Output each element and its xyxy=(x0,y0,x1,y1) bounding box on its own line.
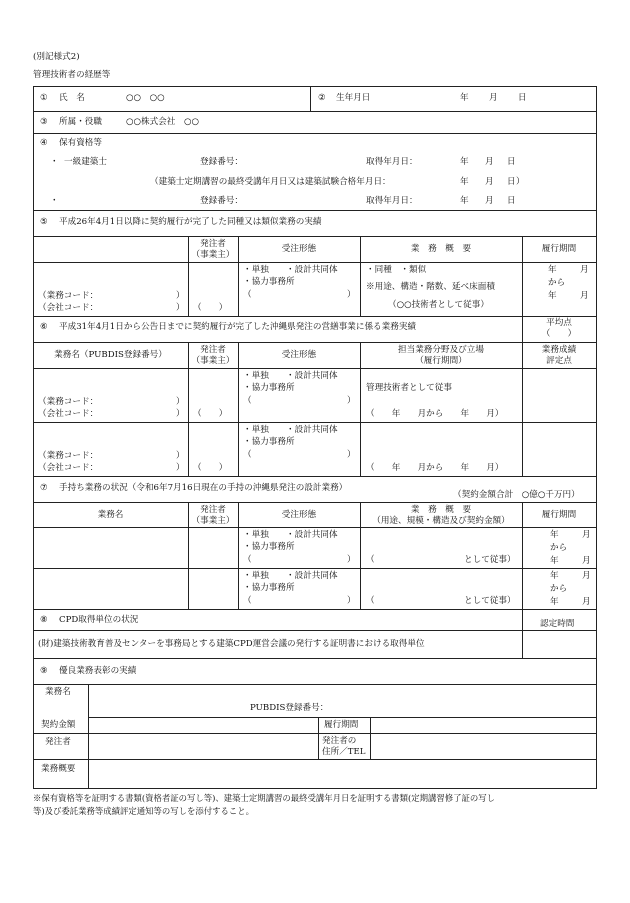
year-label: 年 xyxy=(460,196,469,206)
work-code: （業務コード： xyxy=(38,397,99,407)
form-option: ・単独 ・設計共同体 xyxy=(243,530,338,540)
table-rule-h xyxy=(33,476,597,477)
avg-value: （ ） xyxy=(541,329,577,339)
bullet: ・ xyxy=(50,157,59,167)
footer-note: ※保有資格等を証明する書類(資格者証の写し等)、建築士定期講習の最終受講年月日を証明する書類(定期講習修了証の写し xyxy=(33,793,496,803)
sec6-title: 平成31年4月1日から公告日までに契約履行が完了した沖縄県発注の営繕事業に係る業務実績 xyxy=(59,322,417,332)
table-rule-h xyxy=(33,422,597,423)
paren: ） xyxy=(347,555,356,565)
col-summary: 業 務 概 要 xyxy=(410,505,472,515)
period-text: （ 年 月から 年 月） xyxy=(366,409,504,419)
form-option: ・協力事務所 xyxy=(243,383,295,393)
name-value: ○○ ○○ xyxy=(126,93,165,103)
table-rule-h xyxy=(33,133,597,134)
col-score: 評定点 xyxy=(546,356,572,366)
month-label: 月 xyxy=(582,571,591,581)
year-label: 年 xyxy=(548,291,557,301)
form-option: ・単独 ・設計共同体 xyxy=(243,425,338,435)
col-role: （履行期間） xyxy=(415,356,467,366)
reg-label: 登録番号： xyxy=(200,157,243,167)
table-rule-v xyxy=(310,86,311,111)
quals-title: 保有資格等 xyxy=(59,138,102,148)
month-label: 月 xyxy=(580,265,589,275)
row-num: ⑧ xyxy=(40,615,48,625)
day-label: 日 xyxy=(518,93,527,103)
table-rule-h xyxy=(33,236,597,237)
table-rule-v xyxy=(370,717,371,759)
from-label: から xyxy=(550,543,568,553)
row-num: ② xyxy=(318,93,326,103)
period-text: （ 年 月から 年 月） xyxy=(366,463,504,473)
orderer-paren: （ ） xyxy=(193,409,228,419)
table-rule-v xyxy=(522,609,523,658)
year-label: 年 xyxy=(548,265,557,275)
table-rule-h xyxy=(33,658,597,659)
paren: ） xyxy=(176,451,185,461)
table-rule-v xyxy=(88,684,89,788)
table-rule-h xyxy=(33,759,597,760)
paren: ） xyxy=(347,450,356,460)
pubdis-label: PUBDIS登録番号： xyxy=(250,703,329,713)
row-num: ⑤ xyxy=(40,217,48,227)
table-rule-h xyxy=(33,262,597,263)
paren: ） xyxy=(347,396,356,406)
table-rule-h xyxy=(33,684,597,685)
award-name-label: 業務名 xyxy=(45,687,71,697)
year-label: 年 xyxy=(550,571,559,581)
year-label: 年 xyxy=(460,157,469,167)
paren: ） xyxy=(176,397,185,407)
qual-name: 一級建築士 xyxy=(64,157,107,167)
sec7-title: 手持ち業務の状況（令和6年7月16日現在の手持の沖縄県発注の設計業務） xyxy=(59,483,348,493)
month-label: 月 xyxy=(485,177,494,187)
month-label: 月 xyxy=(582,597,591,607)
summary-line: ※用途、構造・階数、延べ床面積 xyxy=(366,282,495,292)
reg-label: 登録番号： xyxy=(200,196,243,206)
month-label: 月 xyxy=(489,93,498,103)
company-code: （会社コード： xyxy=(38,463,99,473)
col-summary: 業 務 概 要 xyxy=(410,244,472,254)
table-rule-v xyxy=(33,86,34,789)
month-label: 月 xyxy=(582,530,591,540)
form-option: ・協力事務所 xyxy=(243,583,295,593)
form-label: (別記様式2) xyxy=(33,52,80,62)
paren: ） xyxy=(516,177,525,187)
year-label: 年 xyxy=(460,177,469,187)
col-period: 履行期間 xyxy=(541,510,577,520)
sec8-title: CPD取得単位の状況 xyxy=(59,615,139,625)
col-orderer: 発注者 xyxy=(200,239,226,249)
renewal-note: （建築士定期講習の最終受講年月日又は建築試験合格年月日： xyxy=(150,177,391,187)
table-rule-h xyxy=(33,86,597,87)
orderer-label: 発注者 xyxy=(45,737,71,747)
summary-line: ・同種 ・類似 xyxy=(366,265,427,275)
col-role: 担当業務分野及び立場 xyxy=(398,345,484,355)
table-rule-h xyxy=(33,733,597,734)
month-label: 月 xyxy=(485,196,494,206)
col-orderer: （事業主） xyxy=(191,250,235,260)
col-summary: （用途、規模・構造及び契約金額） xyxy=(372,516,510,526)
table-rule-v xyxy=(318,717,319,759)
orderer-paren: （ ） xyxy=(193,303,228,313)
company-code: （会社コード： xyxy=(38,409,99,419)
col-form: 受注形態 xyxy=(281,510,317,520)
year-label: 年 xyxy=(550,597,559,607)
day-label: 日 xyxy=(507,157,516,167)
work-code: （業務コード： xyxy=(38,291,99,301)
period-label: 履行期間 xyxy=(324,720,359,730)
col-name: 業務名 xyxy=(97,510,124,520)
dob-label: 生年月日 xyxy=(336,93,371,103)
col-period: 履行期間 xyxy=(541,244,577,254)
paren: ） xyxy=(176,291,185,301)
paren: ） xyxy=(176,303,185,313)
row-num: ⑨ xyxy=(40,666,48,676)
table-rule-h xyxy=(33,342,597,343)
role-text: 管理技術者として従事 xyxy=(366,383,452,393)
form-option: ・単独 ・設計共同体 xyxy=(243,371,338,381)
footer-note: 等)及び委託業務等成績評定通知等の写しを添付すること。 xyxy=(33,806,255,816)
year-label: 年 xyxy=(460,93,469,103)
row-num: ⑦ xyxy=(40,483,48,493)
col-score: 業務成績 xyxy=(541,345,577,355)
row-num: ⑥ xyxy=(40,322,48,332)
paren: ） xyxy=(176,409,185,419)
table-rule-h xyxy=(88,717,597,718)
form-option: ・協力事務所 xyxy=(243,277,295,287)
amount-label: 契約金額 xyxy=(41,720,76,730)
paren: （ xyxy=(243,396,252,406)
engaged-text: として従事） xyxy=(464,596,516,606)
table-rule-v xyxy=(238,342,239,476)
page-title: 管理技術者の経歴等 xyxy=(33,70,111,80)
orderer-paren: （ ） xyxy=(193,463,228,473)
paren: ） xyxy=(347,290,356,300)
col-orderer: （事業主） xyxy=(191,516,235,526)
row-num: ③ xyxy=(40,117,48,127)
table-rule-v xyxy=(522,316,523,476)
form-option: ・単独 ・設計共同体 xyxy=(243,265,338,275)
year-label: 年 xyxy=(550,556,559,566)
addr-label: 住所／TEL xyxy=(322,747,366,757)
acq-label: 取得年月日： xyxy=(366,157,418,167)
row-num: ① xyxy=(40,93,48,103)
work-code: （業務コード： xyxy=(38,451,99,461)
table-rule-v xyxy=(596,86,597,789)
col-orderer: 発注者 xyxy=(200,345,226,355)
name-label: 氏 名 xyxy=(59,93,85,103)
year-label: 年 xyxy=(550,530,559,540)
form-option: ・協力事務所 xyxy=(243,542,295,552)
table-rule-h xyxy=(33,502,597,503)
month-label: 月 xyxy=(485,157,494,167)
company-code: （会社コード： xyxy=(38,303,99,313)
avg-label: 平均点 xyxy=(546,318,572,328)
affil-value: ○○株式会社 ○○ xyxy=(126,117,199,127)
paren: （ xyxy=(366,596,375,606)
from-label: から xyxy=(548,278,566,288)
form-option: ・協力事務所 xyxy=(243,437,295,447)
affil-label: 所属・役職 xyxy=(59,117,102,127)
hours-label: 認定時間 xyxy=(540,619,575,629)
paren: （ xyxy=(243,555,252,565)
month-label: 月 xyxy=(580,291,589,301)
month-label: 月 xyxy=(582,556,591,566)
engaged-text: として従事） xyxy=(464,555,516,565)
table-rule-h xyxy=(33,111,597,112)
table-rule-h xyxy=(33,788,597,789)
sec5-title: 平成26年4月1日以降に契約履行が完了した同種又は類似業務の実績 xyxy=(59,217,322,227)
paren: （ xyxy=(366,555,375,565)
paren: （ xyxy=(243,596,252,606)
table-rule-h xyxy=(33,609,597,610)
table-rule-h xyxy=(33,316,597,317)
bullet: ・ xyxy=(50,196,59,206)
table-rule-h xyxy=(33,568,597,569)
col-form: 受注形態 xyxy=(281,244,317,254)
table-rule-h xyxy=(33,368,597,369)
form-option: ・単独 ・設計共同体 xyxy=(243,571,338,581)
sec9-title: 優良業務表彰の実績 xyxy=(59,666,137,676)
addr-label: 発注者の xyxy=(322,736,357,746)
table-rule-h xyxy=(33,210,597,211)
paren: ） xyxy=(176,463,185,473)
contract-total: （契約金額合計 ○億○千万円） xyxy=(453,490,580,500)
cpd-desc: (財)建築技術教育普及センターを事務局とする建築CPD運営会議の発行する証明書における取得単位 xyxy=(38,639,425,649)
table-rule-h xyxy=(33,527,597,528)
day-label: 日 xyxy=(507,196,516,206)
col-orderer: （事業主） xyxy=(191,356,235,366)
paren: （ xyxy=(243,290,252,300)
day-label: 日 xyxy=(507,177,516,187)
paren: （ xyxy=(243,450,252,460)
table-rule-h xyxy=(33,630,597,631)
paren: ） xyxy=(347,596,356,606)
col-form: 受注形態 xyxy=(281,350,317,360)
col-name: 業務名（PUBDIS登録番号） xyxy=(54,350,167,360)
from-label: から xyxy=(550,584,568,594)
acq-label: 取得年月日： xyxy=(366,196,418,206)
summary-line: （○○技術者として従事） xyxy=(388,300,489,310)
col-orderer: 発注者 xyxy=(200,505,226,515)
outline-label: 業務概要 xyxy=(41,764,76,774)
row-num: ④ xyxy=(40,138,48,148)
